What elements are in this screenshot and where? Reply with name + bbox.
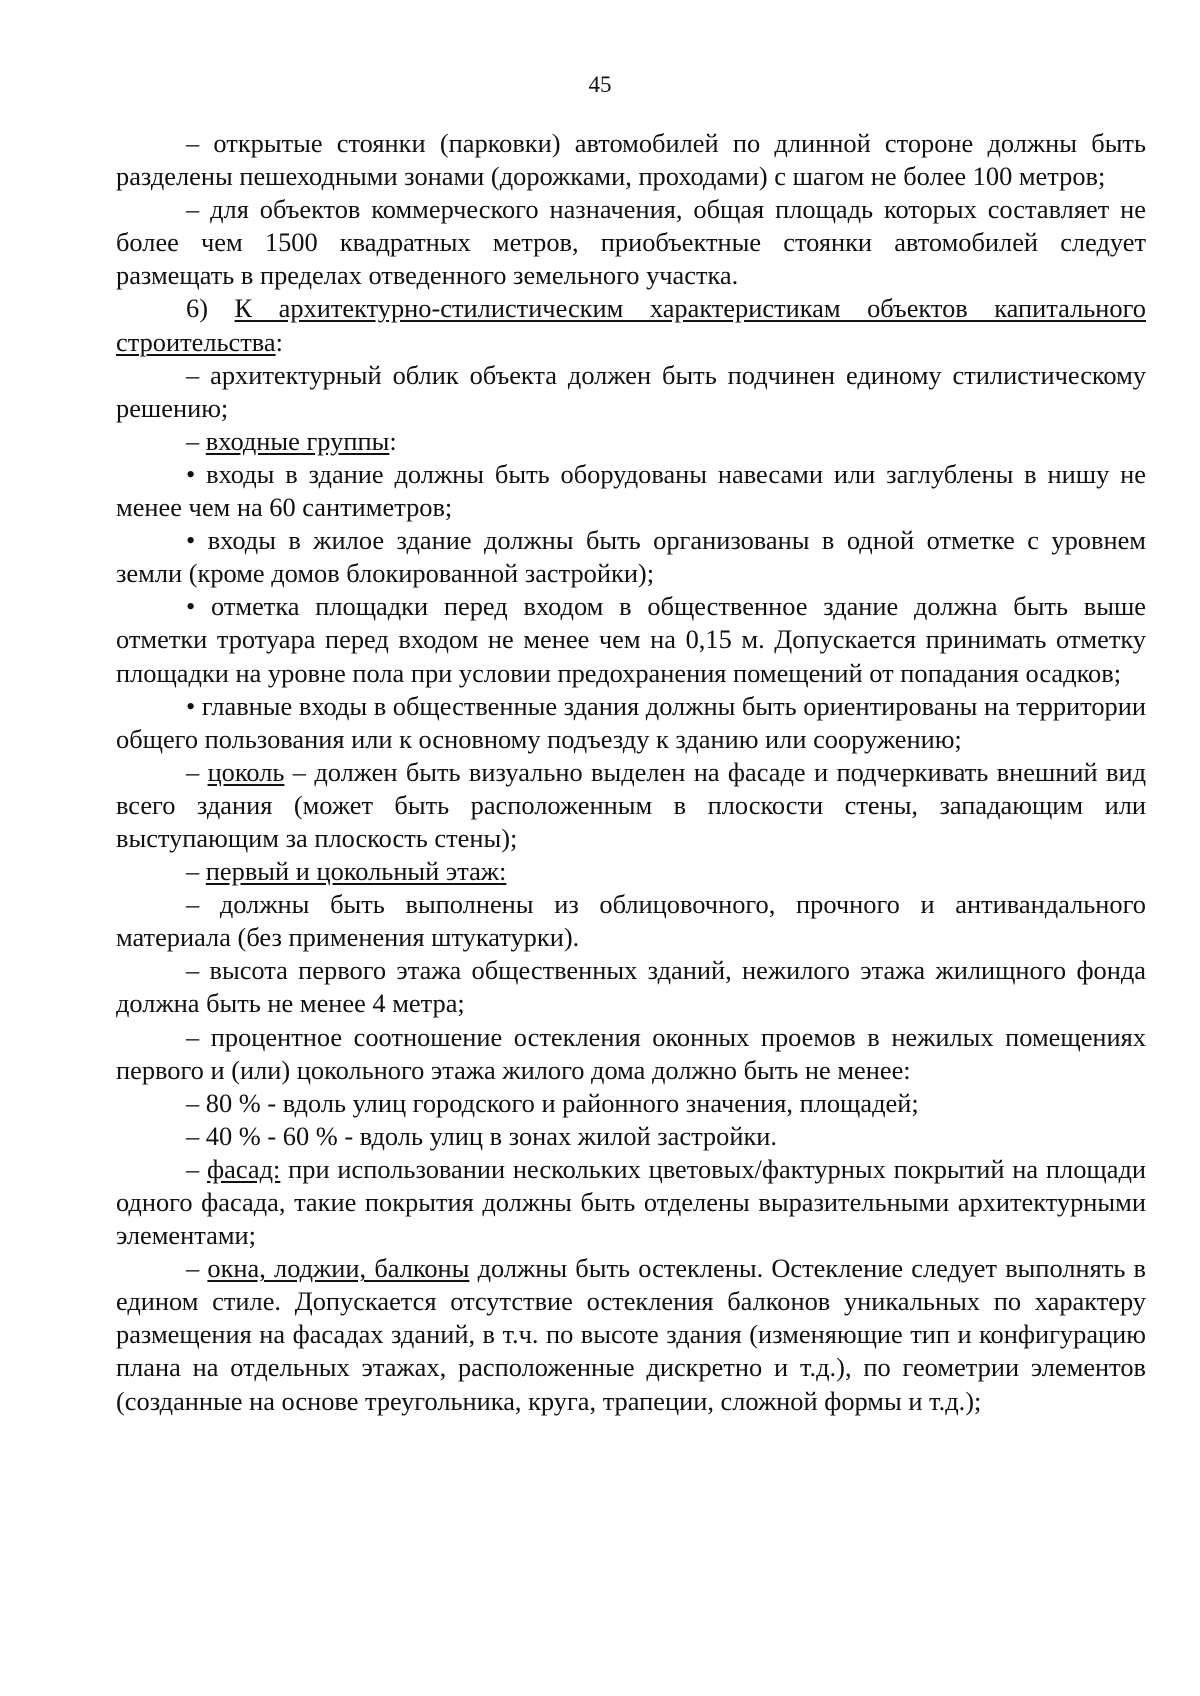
- paragraph-plinth: [116, 756, 1146, 855]
- paragraph-glazing-80: – 80 % - вдоль улиц городского и районного значения, площадей;: [186, 1087, 919, 1118]
- section-heading-architecture: [116, 292, 1146, 358]
- subheading-entrance-groups: [116, 425, 1146, 458]
- paragraph-floor-height: – высота первого этажа общественных зданий, нежилого этажа жилищного фонда должна быть не менее 4 метра;: [116, 955, 1146, 1019]
- paragraph-facing-material: – должны быть выполнены из облицовочного, прочного и антивандального материала (без применения штукатурки).: [116, 889, 1146, 953]
- subheading-first-floor: [116, 855, 1146, 888]
- plinth-prefix: –: [186, 756, 208, 787]
- paragraph-facade: [116, 1153, 1146, 1252]
- subheading-prefix: –: [186, 425, 206, 456]
- paragraph-unified-style: – архитектурный облик объекта должен быть подчинен единому стилистическому решению;: [116, 359, 1146, 423]
- bullet-canopies: • входы в здание должны быть оборудованы навесами или заглублены в нишу не менее чем на 60 сантиметров;: [116, 458, 1146, 523]
- windows-suffix: должны быть остеклены. Остекление следует выполнять в едином стиле. Допускается отсутствие остекления балконов уникальных по характеру размещения на фасадах зданий, в т.ч. по высоте здания (изменяющие тип и конфигурацию плана на отдельных этажах, расположенные дискретно и т.д.), по геометрии элементов (созданные на основе треугольника, круга, трапеции, сложной формы и т.д.);: [116, 1253, 1146, 1416]
- first-floor-prefix: –: [186, 856, 206, 887]
- paragraph-commercial-parking: – для объектов коммерческого назначения, общая площадь которых составляет не более чем 1500 квадратных метров, приобъектные стоянки автомобилей следует размещать в пределах отведенного земельного участка.: [116, 194, 1146, 291]
- plinth-suffix: – должен быть визуально выделен на фасаде и подчеркивать внешний вид всего здания (может быть расположенным в плоскости стены, западающим или выступающим за плоскость стены);: [116, 756, 1147, 853]
- subheading-suffix: :: [389, 425, 397, 456]
- facade-suffix: при использовании нескольких цветовых/фактурных покрытий на площади одного фасада, такие покрытия должны быть отделены выразительными архитектурными элементами;: [116, 1153, 1146, 1251]
- paragraph-glazing-40-60: – 40 % - 60 % - вдоль улиц в зонах жилой застройки.: [186, 1120, 777, 1151]
- heading-prefix: 6): [186, 293, 235, 324]
- facade-prefix: –: [186, 1153, 208, 1184]
- windows-prefix: –: [186, 1253, 208, 1284]
- first-floor-underlined: первый и цокольный этаж:: [205, 856, 507, 887]
- page-number: 45: [588, 72, 612, 97]
- subheading-underlined: входные группы: [205, 425, 390, 456]
- bullet-main-entrances: • главные входы в общественные здания должны быть ориентированы на территории общего пользования или к основному подъезду к зданию или сооружению;: [116, 690, 1146, 754]
- paragraph-parking-zones: – открытые стоянки (парковки) автомобилей по длинной стороне должны быть разделены пешеходными зонами (дорожками, проходами) с шагом не более 100 метров;: [116, 128, 1146, 192]
- windows-underlined: окна, лоджии, балконы: [207, 1253, 470, 1284]
- bullet-ground-level: • входы в жилое здание должны быть организованы в одной отметке с уровнем земли (кроме домов блокированной застройки);: [116, 525, 1146, 589]
- bullet-platform-height: • отметка площадки перед входом в общественное здание должна быть выше отметки тротуара перед входом не менее чем на 0,15 м. Допускается принимать отметку площадки на уровне пола при условии предохранения помещений от попадания осадков;: [116, 591, 1146, 688]
- document-body: [116, 127, 1146, 1418]
- paragraph-glazing-ratio: – процентное соотношение остекления оконных проемов в нежилых помещениях первого и (или) цокольного этажа жилого дома должно быть не менее:: [116, 1021, 1146, 1085]
- heading-underlined: К архитектурно-стилистическим характеристикам объектов капитального строительства: [116, 293, 1146, 357]
- plinth-underlined: цоколь: [207, 756, 285, 787]
- paragraph-windows-balconies: [116, 1252, 1146, 1417]
- facade-underlined: фасад:: [207, 1153, 281, 1184]
- heading-suffix: :: [275, 326, 283, 357]
